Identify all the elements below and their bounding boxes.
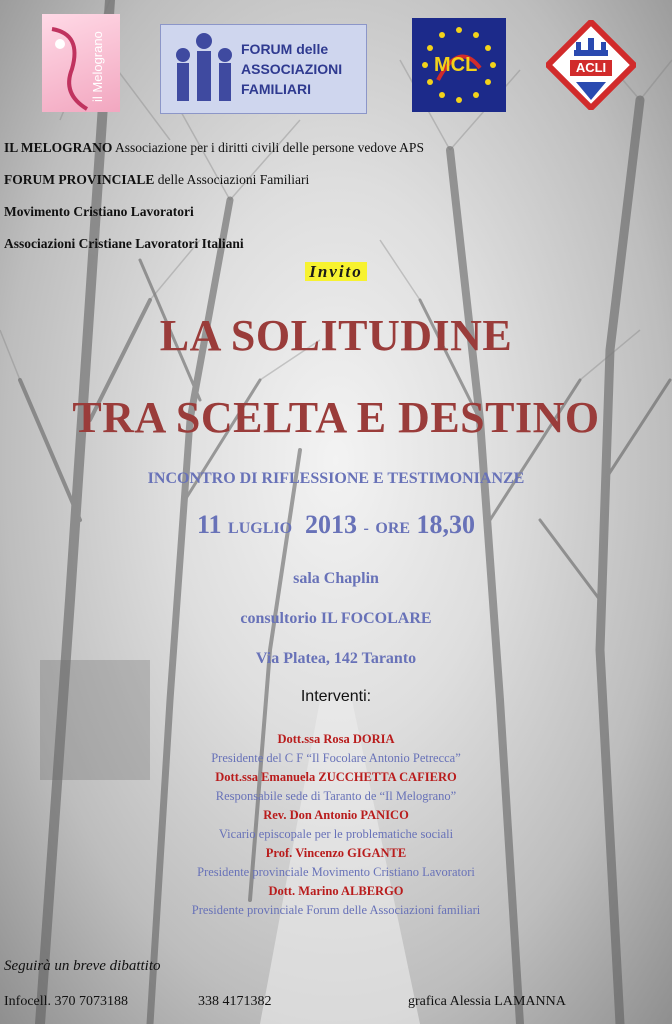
organizer-line: Movimento Cristiano Lavoratori (4, 204, 194, 219)
speaker-name: Dott. Marino ALBERGO (268, 884, 404, 898)
forum-logo-line2: ASSOCIAZIONI (241, 61, 343, 77)
speaker-role: Responsabile sede di Taranto de “Il Melograno” (215, 789, 457, 803)
speaker-name: Dott.ssa Emanuela ZUCCHETTA CAFIERO (215, 770, 457, 784)
invito-label: Invito (0, 262, 672, 282)
speakers-list (0, 730, 672, 920)
grafica-credit: grafica Alessia LAMANNA (408, 994, 566, 1009)
melograno-logo-text: il Melograno (90, 31, 105, 102)
melograno-logo (42, 14, 120, 112)
speaker-role: Presidente provinciale Movimento Cristiano Lavoratori (197, 865, 475, 879)
speaker-role: Presidente del C F “Il Focolare Antonio Petrecca” (211, 751, 461, 765)
acli-logo (546, 20, 636, 110)
event-place: consultorio IL FOCOLARE (240, 610, 432, 627)
speaker-name: Prof. Vincenzo GIGANTE (265, 846, 407, 860)
speaker-name: Dott.ssa Rosa DORIA (277, 732, 395, 746)
event-subtitle: INCONTRO DI RIFLESSIONE E TESTIMONIANZE (147, 470, 525, 487)
acli-logo-text: ACLI (575, 60, 607, 75)
forum-logo-line1: FORUM delle (241, 41, 329, 57)
title-line-2: TRA SCELTA E DESTINO (72, 393, 600, 442)
forum-logo (160, 24, 367, 114)
organizers-list (4, 132, 424, 260)
organizer-line: Associazioni Cristiane Lavoratori Italiani (4, 236, 244, 251)
dibattito-note: Seguirà un breve dibattito (4, 958, 161, 974)
event-venue: sala Chaplin (293, 570, 379, 587)
forum-logo-line3: FAMILIARI (241, 81, 311, 97)
infocell-number: Infocell. 370 7073188 (4, 994, 129, 1009)
event-date: 11 LUGLIO 2013 - ORE 18,30 (196, 510, 476, 539)
speaker-role: Vicario episcopale per le problematiche sociali (218, 827, 454, 841)
event-address: Via Platea, 142 Taranto (255, 650, 417, 667)
speaker-role: Presidente provinciale Forum delle Associazioni familiari (191, 903, 481, 917)
organizer-line: IL MELOGRANO Associazione per i diritti civili delle persone vedove APS (4, 140, 424, 155)
speaker-name: Rev. Don Antonio PANICO (263, 808, 409, 822)
mcl-logo-text: MCL (434, 54, 478, 76)
organizer-line: FORUM PROVINCIALE delle Associazioni Familiari (4, 172, 310, 187)
mcl-logo (412, 18, 506, 112)
phone-number: 338 4171382 (198, 994, 272, 1009)
interventi-label: Interventi: (300, 688, 372, 705)
logos-row (0, 14, 672, 114)
title-line-1: LA SOLITUDINE (159, 311, 513, 360)
